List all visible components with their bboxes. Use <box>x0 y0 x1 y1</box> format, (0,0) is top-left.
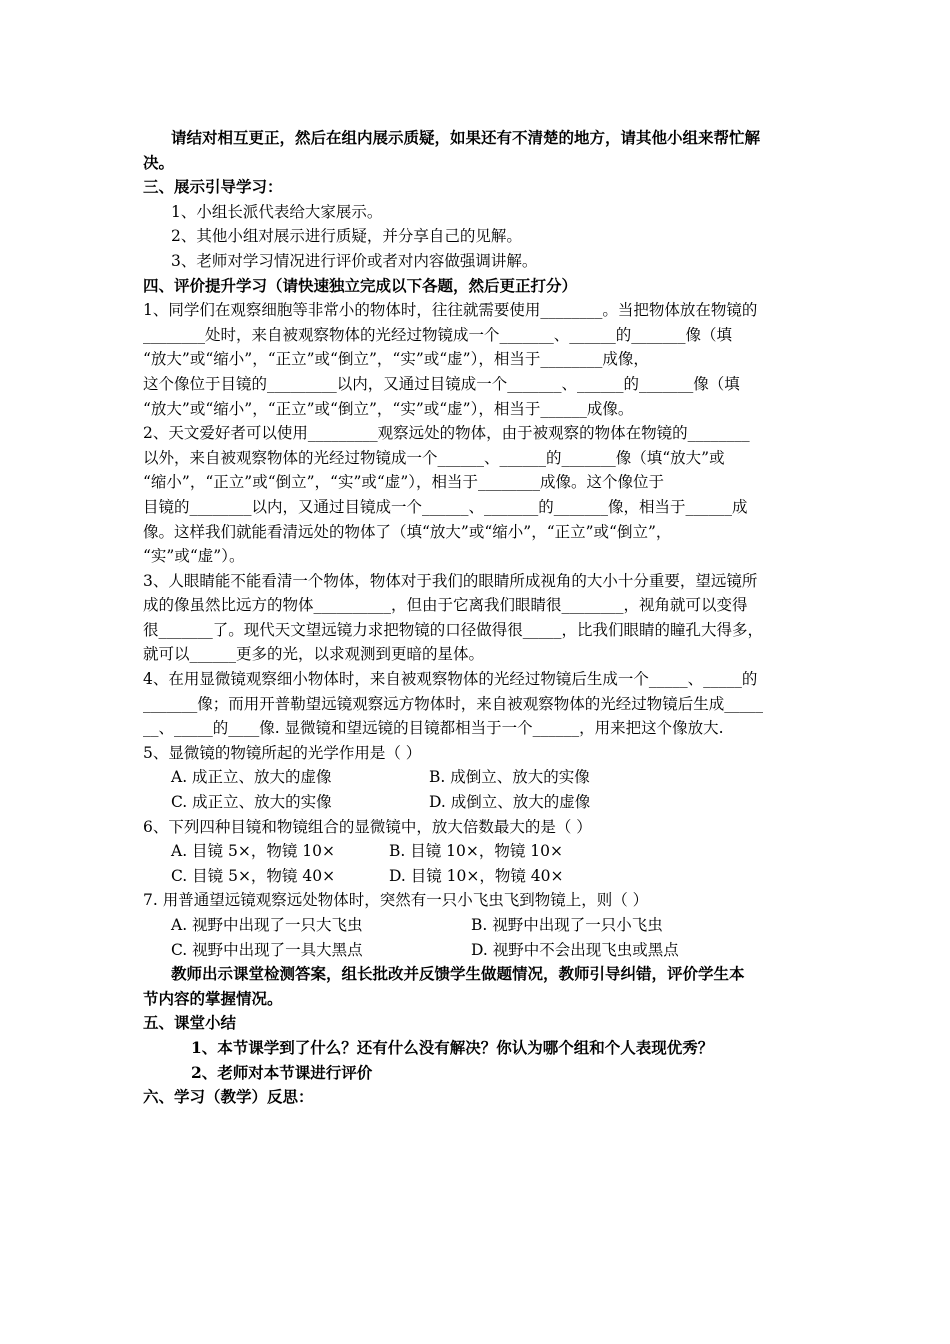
question-7-options-row-1 <box>143 913 811 938</box>
question-2-line: 以外，来自被观察物体的光经过物镜成一个______、______的_______像（填“放大”或 <box>143 448 725 467</box>
question-1-line: ________处时，来自被观察物体的光经过物镜成一个_______、______的_______像（填 <box>143 325 733 344</box>
document-page <box>143 126 811 1110</box>
question-3-line: 3、人眼睛能不能看清一个物体，物体对于我们的眼睛所成视角的大小十分重要，望远镜所 <box>143 571 758 590</box>
section-3-heading: 三、展示引导学习： <box>143 177 283 197</box>
question-4-line: 4、在用显微镜观察细小物体时，来自被观察物体的光经过物镜后生成一个_____、_____的 <box>143 670 758 689</box>
section-5-item-2: 2、老师对本节课进行评价 <box>191 1062 373 1082</box>
intro-text-line-2: 决。 <box>143 152 175 172</box>
question-3-line: 很_______了。现代天文望远镜力求把物镜的口径做得很_____，比我们眼睛的瞳孔大得多， <box>143 620 764 639</box>
option-b[interactable]: B. 目镜 10×，物镜 10× <box>389 842 564 861</box>
option-d[interactable]: D. 视野中不会出现飞虫或黑点 <box>471 940 679 959</box>
question-7-options-row-2 <box>143 938 811 963</box>
question-1-line: “放大”或“缩小”，“正立”或“倒立”，“实”或“虚”），相当于________成像， <box>143 350 649 369</box>
question-7-stem: 7. 用普通望远镜观察远处物体时，突然有一只小飞虫飞到物镜上，则（ ） <box>143 891 649 910</box>
option-c[interactable]: C. 目镜 5×，物镜 40× <box>171 866 336 885</box>
section-6-heading: 六、学习（教学）反思： <box>143 1087 314 1107</box>
question-1-line: 1、同学们在观察细胞等非常小的物体时，往往就需要使用________。当把物体放在物镜的 <box>143 301 758 320</box>
question-5 <box>143 741 811 815</box>
intro-text-line-1: 请结对相互更正，然后在组内展示质疑，如果还有不清楚的地方，请其他小组来帮忙解 <box>171 128 761 147</box>
question-2 <box>143 421 811 569</box>
question-5-stem: 5、显微镜的物镜所起的光学作用是（ ） <box>143 743 422 762</box>
question-3-line: 成的像虽然比远方的物体__________，但由于它离我们眼睛很________，视角就可以变得 <box>143 596 748 615</box>
question-2-line: “实”或“虚”）。 <box>143 547 245 566</box>
question-6-options-row-1 <box>143 839 811 864</box>
question-6-stem: 6、下列四种目镜和物镜组合的显微镜中，放大倍数最大的是（ ） <box>143 817 592 836</box>
section-5-item-1: 1、本节课学到了什么？还有什么没有解决？你认为哪个组和个人表现优秀？ <box>191 1037 714 1057</box>
question-4-line: __、_____的____像. 显微镜和望远镜的目镜都相当于一个______，用来把这个像放大. <box>143 719 724 738</box>
question-6 <box>143 815 811 889</box>
option-a[interactable]: A. 成正立、放大的虚像 <box>171 768 332 787</box>
section-3-item-3: 3、老师对学习情况进行评价或者对内容做强调讲解。 <box>171 251 538 270</box>
option-b[interactable]: B. 成倒立、放大的实像 <box>429 768 590 787</box>
question-1-line: 这个像位于目镜的_________以内，又通过目镜成一个_______、______的_______像（填 <box>143 374 740 393</box>
section-3-item-1: 1、小组长派代表给大家展示。 <box>171 202 383 221</box>
question-5-options-row-2 <box>143 790 811 815</box>
option-b[interactable]: B. 视野中出现了一只小飞虫 <box>471 916 663 934</box>
option-d[interactable]: D. 目镜 10×，物镜 40× <box>389 866 564 885</box>
question-2-line: 目镜的________以内，又通过目镜成一个______、_______的_______像，相当于______成 <box>143 497 748 516</box>
option-c[interactable]: C. 成正立、放大的实像 <box>171 793 332 812</box>
question-3 <box>143 569 811 667</box>
question-4 <box>143 667 811 741</box>
question-4-line: _______像；而用开普勒望远镜观察远方物体时，来自被观察物体的光经过物镜后生成_____ <box>143 694 764 713</box>
question-6-options-row-2 <box>143 864 811 889</box>
option-a[interactable]: A. 目镜 5×，物镜 10× <box>171 842 335 861</box>
section-4-heading: 四、评价提升学习（请快速独立完成以下各题，然后更正打分） <box>143 275 578 295</box>
question-2-line: “缩小”，“正立”或“倒立”，“实”或“虚”），相当于________成像。这个像位于 <box>143 473 664 492</box>
option-d[interactable]: D. 成倒立、放大的虚像 <box>429 793 591 812</box>
question-3-line: 就可以______更多的光，以求观测到更暗的星体。 <box>143 645 485 664</box>
option-a[interactable]: A. 视野中出现了一只大飞虫 <box>171 916 363 934</box>
question-2-line: 像。这样我们就能看清远处的物体了（填“放大”或“缩小”，“正立”或“倒立”， <box>143 522 672 541</box>
section-5-heading: 五、课堂小结 <box>143 1013 237 1033</box>
question-5-options-row-1 <box>143 765 811 790</box>
question-1 <box>143 298 811 421</box>
option-c[interactable]: C. 视野中出现了一具大黑点 <box>171 940 363 959</box>
teacher-note-line-1: 教师出示课堂检测答案，组长批改并反馈学生做题情况，教师引导纠错，评价学生本 <box>171 964 745 984</box>
section-3-item-2: 2、其他小组对展示进行质疑，并分享自己的见解。 <box>171 227 522 246</box>
teacher-note-line-2: 节内容的掌握情况。 <box>143 988 283 1008</box>
question-2-line: 2、天文爱好者可以使用_________观察远处的物体，由于被观察的物体在物镜的________ <box>143 424 750 443</box>
question-7 <box>143 888 811 962</box>
question-1-line: “放大”或“缩小”，“正立”或“倒立”，“实”或“虚”），相当于______成像。 <box>143 399 634 418</box>
